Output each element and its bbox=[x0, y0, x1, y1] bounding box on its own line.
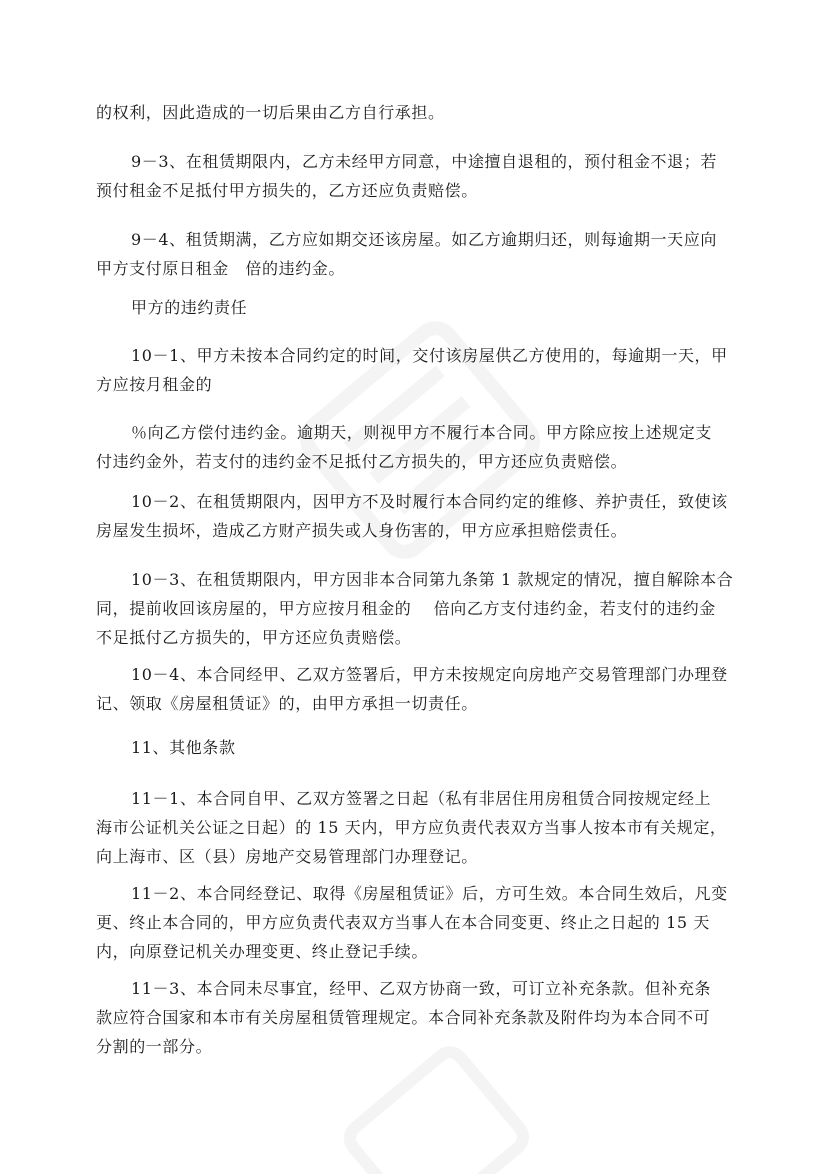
text-line: 同，提前收回该房屋的，甲方应按月租金的 倍向乙方支付违约金，若支付的违约金 bbox=[96, 599, 716, 618]
paragraph-clause-9-3 bbox=[96, 147, 746, 205]
text-line: 不足抵付乙方损失的，甲方还应负责赔偿。 bbox=[96, 628, 412, 647]
text-line: 分割的一部分。 bbox=[96, 1037, 213, 1056]
text-line: 10－4、本合同经甲、乙双方签署后，甲方未按规定向房地产交易管理部门办理登 bbox=[131, 665, 728, 684]
paragraph-clause-10-4 bbox=[96, 660, 746, 718]
paragraph-clause-10-1-continued bbox=[96, 418, 746, 476]
section-heading bbox=[96, 293, 746, 322]
text-line: 9－4、租赁期满，乙方应如期交还该房屋。如乙方逾期归还，则每逾期一天应向 bbox=[131, 230, 717, 249]
text-line: 9－3、在租赁期限内，乙方未经甲方同意，中途擅自退租的，预付租金不退；若 bbox=[131, 152, 717, 171]
text-line: 甲方支付原日租金 倍的违约金。 bbox=[96, 259, 346, 278]
paragraph-clause-11-3 bbox=[96, 974, 746, 1061]
text-line: 海市公证机关公证之日起）的 15 天内，甲方应负责代表双方当事人按本市有关规定， bbox=[96, 818, 727, 837]
text-line: 的权利，因此造成的一切后果由乙方自行承担。 bbox=[96, 103, 445, 122]
text-line: 记、领取《房屋租赁证》的，由甲方承担一切责任。 bbox=[96, 694, 478, 713]
text-line: 10－3、在租赁期限内，甲方因非本合同第九条第 1 款规定的情况，擅自解除本合 bbox=[131, 570, 734, 589]
text-line: 内，向原登记机关办理变更、终止登记手续。 bbox=[96, 942, 429, 961]
text-line: 向上海市、区（县）房地产交易管理部门办理登记。 bbox=[96, 847, 478, 866]
text-line: 预付租金不足抵付甲方损失的，乙方还应负责赔偿。 bbox=[96, 181, 478, 200]
paragraph-clause-10-2 bbox=[96, 487, 746, 545]
paragraph-clause-11-2 bbox=[96, 879, 746, 966]
text-line: 更、终止本合同的，甲方应负责代表双方当事人在本合同变更、终止之日起的 15 天 bbox=[96, 913, 710, 932]
paragraph-clause-10-1 bbox=[96, 341, 746, 399]
section-heading bbox=[96, 733, 746, 762]
text-line: 11－1、本合同自甲、乙双方签署之日起（私有非居住用房租赁合同按规定经上 bbox=[131, 789, 712, 808]
paragraph-clause-10-3 bbox=[96, 565, 746, 652]
text-line: 10－1、甲方未按本合同约定的时间，交付该房屋供乙方使用的，每逾期一天，甲 bbox=[131, 346, 728, 365]
text-line: 方应按月租金的 bbox=[96, 375, 213, 394]
text-line: 10－2、在租赁期限内，因甲方不及时履行本合同约定的维修、养护责任，致使该 bbox=[131, 492, 728, 511]
text-line: 11－2、本合同经登记、取得《房屋租赁证》后，方可生效。本合同生效后，凡变 bbox=[131, 884, 728, 903]
text-line: 款应符合国家和本市有关房屋租赁管理规定。本合同补充条款及附件均为本合同不可 bbox=[96, 1008, 711, 1027]
text-line: 付违约金外，若支付的违约金不足抵付乙方损失的，甲方还应负责赔偿。 bbox=[96, 452, 628, 471]
paragraph-continuation bbox=[96, 98, 746, 127]
text-line: 房屋发生损坏，造成乙方财产损失或人身伤害的，甲方应承担赔偿责任。 bbox=[96, 521, 628, 540]
text-line: ％向乙方偿付违约金。逾期天，则视甲方不履行本合同。甲方除应按上述规定支 bbox=[131, 423, 713, 442]
paragraph-clause-11-1 bbox=[96, 784, 746, 871]
text-line: 11、其他条款 bbox=[131, 738, 236, 757]
text-line: 11－3、本合同未尽事宜，经甲、乙双方协商一致，可订立补充条款。但补充条 bbox=[131, 979, 712, 998]
paragraph-clause-9-4 bbox=[96, 225, 746, 283]
text-line: 甲方的违约责任 bbox=[131, 298, 248, 317]
